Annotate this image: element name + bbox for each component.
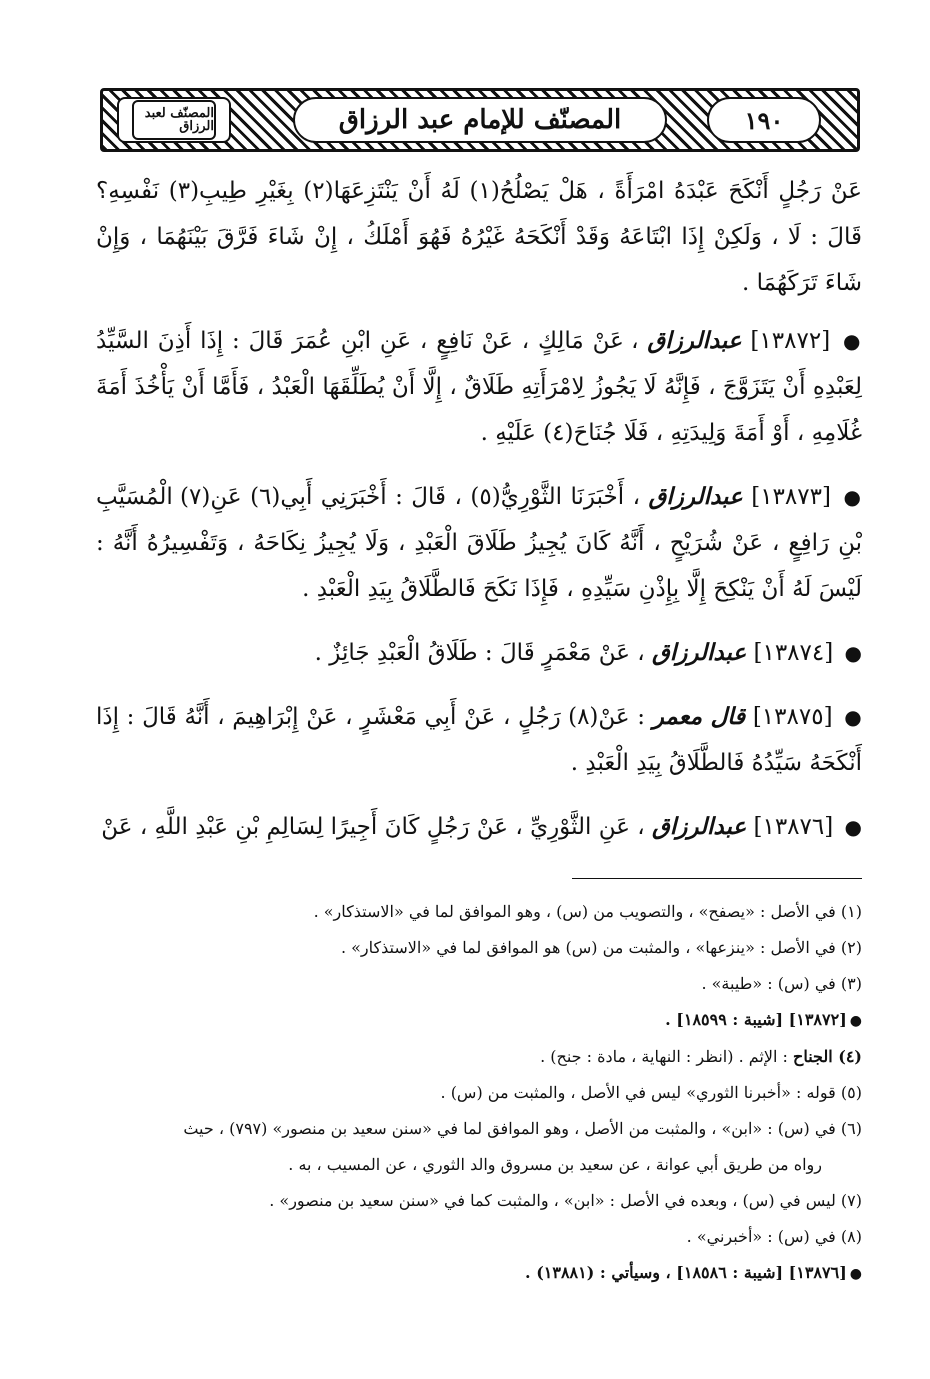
hadith-entry	[96, 804, 862, 850]
entry-bullet: ●	[844, 641, 862, 665]
footnote-6-continued: رواه من طريق أبي عوانة ، عن سعيد بن مسروق والد الثوري ، عن المسيب ، به .	[288, 1155, 822, 1174]
source-ref-text: [١٣٨٧٢] [شيبة : ١٨٥٩٩] .	[665, 1010, 847, 1029]
footnote-7: (٧) ليس في (س) ، وبعده في الأصل : «ابن» ، والمثبت كما في «سنن سعيد بن منصور» .	[269, 1191, 862, 1210]
book-title: المصنّف للإمام عبد الرزاق	[338, 105, 622, 135]
entry-narrator: عبدالرزاق	[647, 327, 742, 354]
footnote-3: (٣) في (س) : «طيبة» .	[701, 974, 862, 993]
footnote-6: (٦) في (س) : «ابن» ، والمثبت من الأصل ، وهو الموافق لما في «سنن سعيد بن منصور» (٧٩٧) ، حيث	[183, 1119, 862, 1138]
page-number-band	[707, 97, 821, 143]
entry-text: ، عَنْ مَالِكٍ ، عَنْ نَافِعٍ ، عَنِ ابْنِ عُمَرَ قَالَ : إِذَا أَذِنَ السَّيِّدُ لِعَبْدِهِ أَنْ يَتَزَوَّجَ ، فَإِنَّهُ لَا يَجُوزُ لِامْرَأَتِهِ طَلَاقٌ ، إِلَّا أَنْ يُطَلِّقَهَا الْعَبْدُ ، فَأَمَّا أَنْ يَأْخُذَ أَمَةَ غُلَامِهِ ، أَوْ أَمَةَ وَلِيدَتِهِ ، فَلَا جُنَاحَ(٤) عَلَيْهِ .	[96, 328, 862, 446]
entry-narrator: قال معمر	[652, 703, 746, 730]
footnote-2: (٢) في الأصل : «ينزعها» ، والمثبت من (س) هو الموافق لما في «الاستذكار» .	[340, 938, 862, 957]
footnote-4-text: : الإثم . (انظر : النهاية ، مادة : جنح) .	[540, 1047, 788, 1066]
footnote-8: (٨) في (س) : «أخبرني» .	[686, 1227, 862, 1246]
footnotes	[96, 894, 862, 1292]
seal-emblem: المصنّف لعبد الرزاق	[132, 100, 216, 140]
entry-text: ، عَنْ مَعْمَرٍ قَالَ : طَلَاقُ الْعَبْدِ جَائِزٌ .	[314, 640, 645, 666]
ref-bullet: ●	[849, 1266, 862, 1282]
entry-bullet: ●	[844, 705, 863, 729]
footnote-separator	[572, 878, 862, 879]
main-text	[96, 168, 862, 868]
page-header	[100, 88, 860, 152]
hadith-entry	[96, 630, 862, 676]
entry-number: [١٣٨٧٤]	[753, 640, 834, 666]
entry-narrator: عبدالرزاق	[648, 483, 743, 510]
source-ref-text: [١٣٨٧٦] [شيبة : ١٨٥٨٦] ، وسيأتي : (١٣٨٨١) .	[525, 1263, 847, 1282]
entry-narrator: عبدالرزاق	[652, 813, 747, 840]
entry-number: [١٣٨٧٥]	[752, 704, 833, 730]
entry-number: [١٣٨٧٢]	[750, 328, 831, 354]
hadith-entry	[96, 694, 862, 786]
page-number: ١٩٠	[744, 105, 784, 135]
entry-bullet: ●	[844, 815, 862, 839]
hadith-entry	[96, 474, 862, 612]
continuation-paragraph: عَنْ رَجُلٍ أَنْكَحَ عَبْدَهُ امْرَأَةً ، هَلْ يَصْلُحُ(١) لَهُ أَنْ يَنْتَزِعَهَا(٢) بِغَيْرِ طِيبِ(٣) نَفْسِهِ؟ قَالَ : لَا ، وَلَكِنْ إِذَا ابْتَاعَهُ وَقَدْ أَنْكَحَهُ غَيْرُهُ فَهُوَ أَمْلَكُ ، إِنْ شَاءَ فَرَّقَ بَيْنَهُمَا ، وَإِنْ شَاءَ تَرَكَهُمَا .	[96, 178, 863, 296]
ref-bullet: ●	[849, 1013, 862, 1029]
header-title-band	[293, 97, 667, 143]
entry-text: : عَنْ(٨) رَجُلٍ ، عَنْ أَبِي مَعْشَرٍ ، عَنْ إِبْرَاهِيمَ ، أَنَّهُ قَالَ : إِذَا أَنْكَحَهُ سَيِّدُهُ فَالطَّلَاقُ بِيَدِ الْعَبْدِ .	[96, 704, 862, 776]
entry-narrator: عبدالرزاق	[652, 639, 747, 666]
entry-text: ، أَخْبَرَنَا الثَّوْرِيُّ(٥) ، قَالَ : أَخْبَرَنِي أَبِي(٦) عَنِ(٧) الْمُسَيَّبِ بْنِ رَافِعٍ ، عَنْ شُرَيْحٍ ، أَنَّهُ كَانَ يُجِيزُ طَلَاقَ الْعَبْدِ ، وَلَا يُجِيزُ نِكَاحَهُ ، وَتَفْسِيرُهُ أَنَّهُ : لَيْسَ لَهُ أَنْ يَنْكِحَ إِلَّا بِإِذْنِ سَيِّدِهِ ، فَإِذَا نَكَحَ فَالطَّلَاقُ بِيَدِ الْعَبْدِ .	[96, 484, 862, 602]
source-ref-13876	[96, 1255, 862, 1292]
footnote-5: (٥) قوله : «أخبرنا الثوري» ليس في الأصل ، والمثبت من (س) .	[440, 1083, 862, 1102]
source-ref-13872	[96, 1002, 862, 1039]
footnote-1: (١) في الأصل : «يصفح» ، والتصويب من (س) ، وهو الموافق لما في «الاستذكار» .	[313, 902, 862, 921]
entry-bullet: ●	[843, 485, 863, 509]
header-seal	[117, 97, 231, 143]
entry-bullet: ●	[843, 329, 862, 353]
hadith-entry	[96, 318, 862, 456]
entry-number: [١٣٨٧٣]	[751, 484, 831, 510]
footnote-4	[96, 1039, 862, 1075]
entry-number: [١٣٨٧٦]	[753, 814, 834, 840]
footnote-4-term: (٤) الجناح	[793, 1047, 862, 1066]
entry-text: ، عَنِ الثَّوْرِيِّ ، عَنْ رَجُلٍ كَانَ أَجِيرًا لِسَالِمِ بْنِ عَبْدِ اللَّهِ ، عَنْ	[101, 814, 645, 840]
